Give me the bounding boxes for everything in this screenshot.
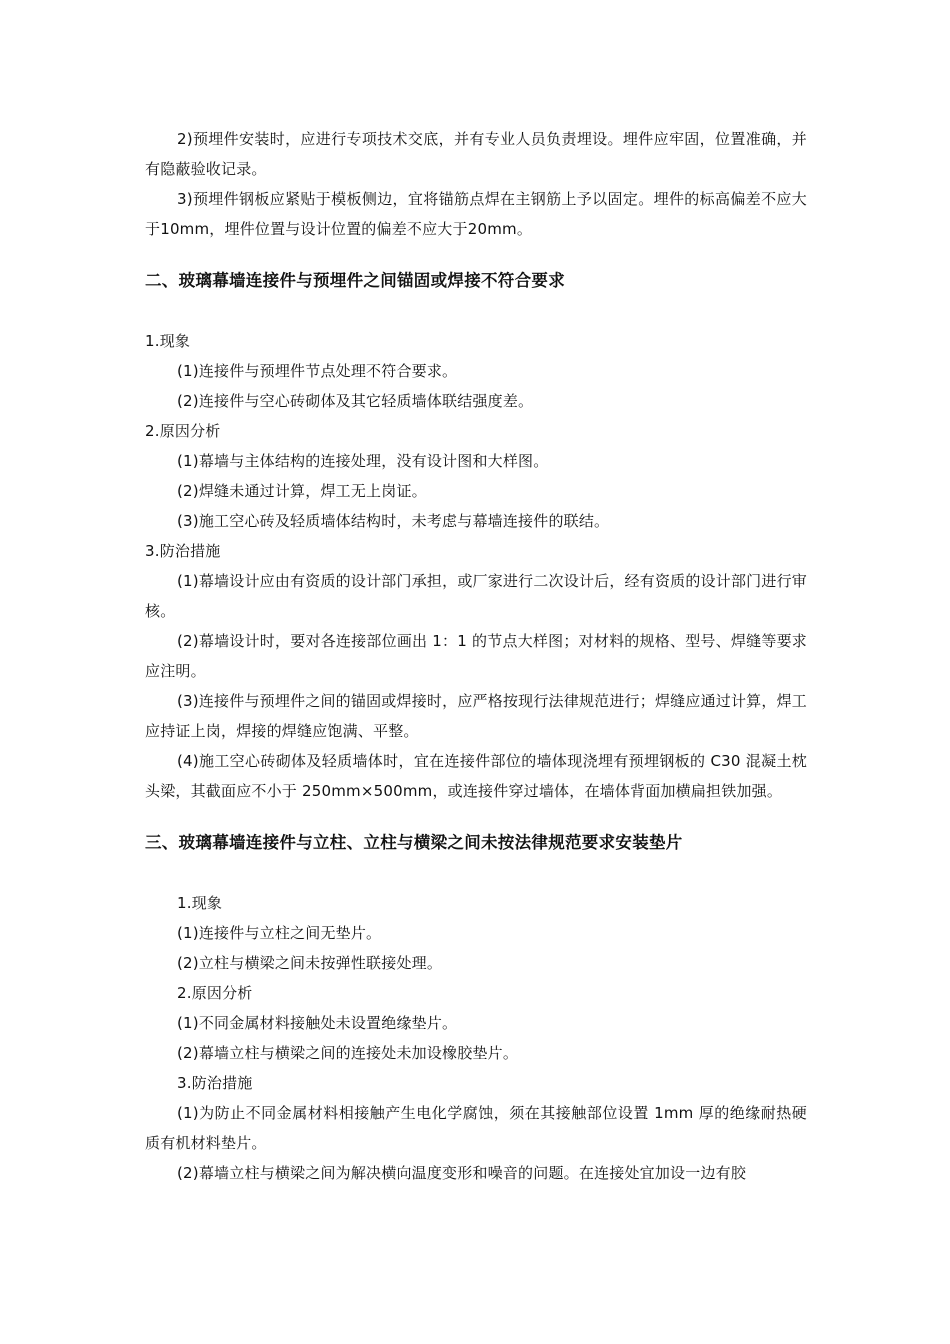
list-item: (1)连接件与预埋件节点处理不符合要求。	[177, 362, 458, 380]
subheading-measures: 3.防治措施	[177, 1074, 253, 1092]
list-item: (2)幕墙设计时，要对各连接部位画出 1：1 的节点大样图；对材料的规格、型号、焊缝等要求应注明。	[145, 632, 807, 680]
section-heading-3: 三、玻璃幕墙连接件与立柱、立柱与横梁之间未按法律规范要求安装垫片	[145, 833, 683, 852]
subheading-phenomenon: 1.现象	[177, 894, 223, 912]
paragraph-embedded-parts-fixing: 3)预埋件钢板应紧贴于模板侧边，宜将锚筋点焊在主钢筋上予以固定。埋件的标高偏差不应大于10mm，埋件位置与设计位置的偏差不应大于20mm。	[145, 190, 807, 238]
document-body	[145, 124, 807, 1188]
list-item: (3)施工空心砖及轻质墙体结构时，未考虑与幕墙连接件的联结。	[177, 512, 610, 530]
list-item: (1)连接件与立柱之间无垫片。	[177, 924, 382, 942]
spacer	[145, 858, 807, 888]
spacer	[145, 296, 807, 326]
section-heading-2: 二、玻璃幕墙连接件与预埋件之间锚固或焊接不符合要求	[145, 271, 565, 290]
paragraph-embedded-parts-installation: 2)预埋件安装时，应进行专项技术交底，并有专业人员负责埋设。埋件应牢固，位置准确，并有隐蔽验收记录。	[145, 130, 807, 178]
list-item: (2)立柱与横梁之间未按弹性联接处理。	[177, 954, 443, 972]
subheading-phenomenon: 1.现象	[145, 332, 191, 350]
list-item: (2)焊缝未通过计算，焊工无上岗证。	[177, 482, 427, 500]
subheading-measures: 3.防治措施	[145, 542, 221, 560]
list-item: (2)幕墙立柱与横梁之间为解决横向温度变形和噪音的问题。在连接处宜加设一边有胶	[177, 1164, 747, 1182]
list-item: (4)施工空心砖砌体及轻质墙体时，宜在连接件部位的墙体现浇埋有预埋钢板的 C30 混凝土枕头梁，其截面应不小于 250mm×500mm，或连接件穿过墙体，在墙体背面加横扁担铁加强。	[145, 752, 807, 800]
list-item: (1)幕墙与主体结构的连接处理，没有设计图和大样图。	[177, 452, 549, 470]
list-item: (3)连接件与预埋件之间的锚固或焊接时，应严格按现行法律规范进行；焊缝应通过计算，焊工应持证上岗，焊接的焊缝应饱满、平整。	[145, 692, 807, 740]
subheading-cause: 2.原因分析	[177, 984, 253, 1002]
subheading-cause: 2.原因分析	[145, 422, 221, 440]
list-item: (2)连接件与空心砖砌体及其它轻质墙体联结强度差。	[177, 392, 534, 410]
list-item: (2)幕墙立柱与横梁之间的连接处未加设橡胶垫片。	[177, 1044, 519, 1062]
list-item: (1)幕墙设计应由有资质的设计部门承担，或厂家进行二次设计后，经有资质的设计部门进行审核。	[145, 572, 807, 620]
list-item: (1)不同金属材料接触处未设置绝缘垫片。	[177, 1014, 458, 1032]
list-item: (1)为防止不同金属材料相接触产生电化学腐蚀，须在其接触部位设置 1mm 厚的绝缘耐热硬质有机材料垫片。	[145, 1104, 807, 1152]
